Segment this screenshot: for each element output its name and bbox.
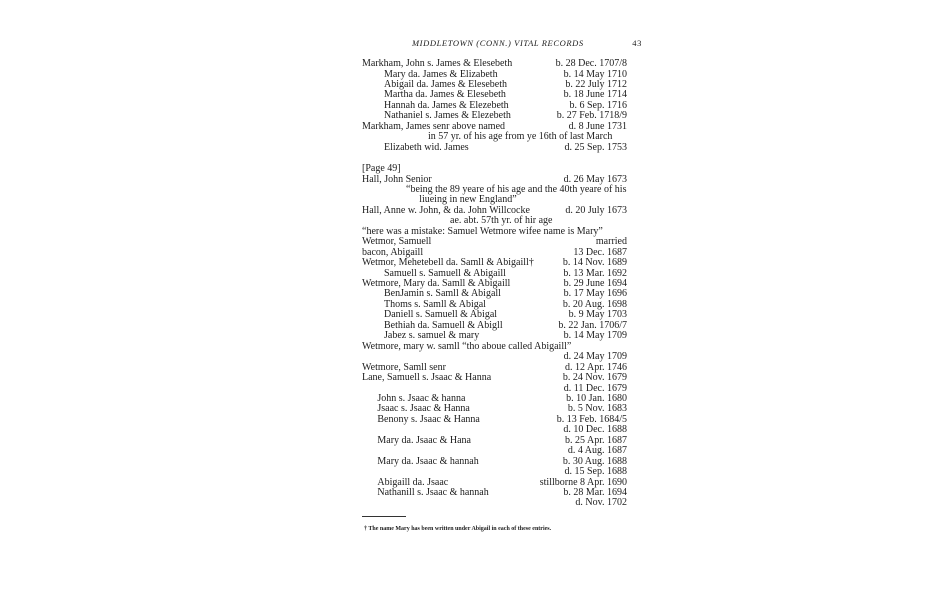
record-text: liueing in new England”	[419, 194, 517, 206]
record-text: in 57 yr. of his age from ye 16th of last March	[428, 131, 613, 143]
running-header	[412, 38, 642, 48]
record-date: b. 9 May 1703	[568, 309, 627, 321]
record-date: b. 10 Jan. 1680	[566, 392, 627, 404]
record-line	[384, 100, 509, 111]
record-text: Wetmor, Samuell	[362, 236, 432, 248]
record-date: d. Nov. 1702	[575, 497, 627, 509]
record-text: Jsaac s. Jsaac & Hanna	[377, 403, 470, 415]
record-date: b. 17 May 1696	[563, 288, 627, 300]
record-text: Hall, Anne w. John, & da. John Willcocke	[362, 204, 530, 216]
record-text: Wetmore, Samll senr	[362, 361, 446, 373]
record-text: Benony s. Jsaac & Hanna	[377, 413, 480, 425]
record-date: b. 18 June 1714	[563, 89, 627, 101]
record-line	[362, 226, 603, 237]
record-text: Hannah da. James & Elezebeth	[384, 99, 509, 111]
record-date: b. 6 Sep. 1716	[569, 99, 627, 111]
record-line	[384, 330, 479, 341]
record-line	[362, 163, 401, 174]
record-text: Thoms s. Samll & Abigal	[384, 298, 486, 310]
record-line	[362, 247, 423, 258]
record-line	[362, 121, 505, 132]
record-text: Wetmore, Mary da. Samll & Abigaill	[362, 278, 511, 289]
record-date: b. 28 Dec. 1707/8	[555, 58, 627, 69]
record-date: d. 15 Sep. 1688	[564, 466, 627, 478]
record-date: b. 14 May 1710	[563, 68, 627, 80]
record-text: Wetmore, mary w. samll “tho aboue called Abigaill”	[362, 340, 572, 352]
record-line	[377, 487, 488, 498]
record-line	[450, 215, 552, 226]
record-line	[362, 372, 491, 383]
record-date: d. 4 Aug. 1687	[567, 445, 627, 457]
record-line	[384, 288, 501, 299]
record-line	[384, 79, 507, 90]
record-date: married	[595, 236, 627, 248]
record-date: d. 26 May 1673	[563, 173, 627, 185]
record-line	[384, 110, 511, 121]
record-line	[362, 174, 432, 185]
record-line	[377, 414, 479, 425]
record-line	[419, 194, 516, 205]
record-text: Lane, Samuell s. Jsaac & Hanna	[362, 372, 492, 383]
record-text: Daniell s. Samuell & Abigal	[384, 309, 498, 321]
record-line	[377, 403, 469, 414]
record-text: Samuell s. Samuell & Abigaill	[384, 267, 506, 279]
record-date: d. 24 May 1709	[563, 351, 627, 363]
record-text: Markham, James senr above named	[362, 120, 506, 132]
record-text: Abigaill da. Jsaac	[377, 476, 449, 488]
record-line	[384, 142, 469, 153]
record-date: d. 10 Dec. 1688	[563, 424, 627, 436]
record-text: “here was a mistake: Samuel Wetmore wifee name is Mary”	[362, 225, 603, 237]
record-date: d. 25 Sep. 1753	[564, 141, 627, 153]
record-line	[362, 205, 530, 216]
record-date: b. 24 Nov. 1679	[562, 372, 627, 383]
record-line	[377, 435, 471, 446]
record-text: Elizabeth wid. James	[384, 141, 469, 153]
record-date: b. 14 Nov. 1689	[562, 257, 627, 269]
record-text: Nathaniel s. James & Elezebeth	[384, 110, 511, 122]
record-date: b. 30 Aug. 1688	[562, 455, 627, 467]
record-text: BenJamin s. Samll & Abigall	[384, 288, 501, 300]
record-text: Hall, John Senior	[362, 173, 432, 185]
record-text: Bethiah da. Samuell & Abigll	[384, 319, 503, 331]
record-date: b. 13 Mar. 1692	[563, 267, 627, 279]
record-line	[384, 299, 486, 310]
record-date: b. 22 Jan. 1706/7	[558, 319, 627, 331]
record-date: b. 13 Feb. 1684/5	[556, 413, 627, 425]
record-date: b. 27 Feb. 1718/9	[556, 110, 627, 122]
record-line	[362, 362, 446, 373]
record-line	[428, 131, 612, 142]
record-date: b. 25 Apr. 1687	[565, 434, 627, 446]
record-text: Mary da. James & Elizabeth	[384, 68, 498, 80]
record-date: d. 20 July 1673	[565, 204, 627, 216]
record-date: b. 5 Nov. 1683	[567, 403, 627, 415]
record-text: Mary da. Jsaac & Hana	[377, 434, 471, 446]
record-text: bacon, Abigaill	[362, 246, 424, 258]
header-title: MIDDLETOWN (CONN.) VITAL RECORDS	[412, 38, 584, 48]
record-line	[384, 69, 498, 80]
record-text: [Page 49]	[362, 163, 401, 174]
record-date: d. 11 Dec. 1679	[563, 382, 627, 394]
record-line	[377, 393, 465, 404]
record-line	[384, 89, 506, 100]
record-line	[362, 341, 571, 352]
record-line	[384, 309, 497, 320]
record-line	[384, 320, 503, 331]
record-text: “being the 89 yeare of his age and the 40th yeare of his	[406, 183, 627, 195]
record-date: b. 14 May 1709	[563, 330, 627, 342]
record-line	[384, 268, 506, 279]
record-line	[377, 456, 478, 467]
record-date: b. 28 Mar. 1694	[563, 487, 627, 498]
record-date: b. 20 Aug. 1698	[562, 298, 627, 310]
record-text: Nathanill s. Jsaac & hannah	[377, 487, 489, 498]
record-line	[362, 236, 431, 247]
page-number: 43	[632, 38, 642, 48]
record-text: Markham, John s. James & Elesebeth	[362, 58, 513, 69]
record-line	[362, 58, 512, 69]
record-date: d. 12 Apr. 1746	[565, 361, 627, 373]
record-line	[406, 184, 626, 195]
record-line	[362, 278, 510, 289]
record-date: 13 Dec. 1687	[573, 246, 627, 258]
record-text: Abigail da. James & Elesebeth	[384, 78, 508, 90]
record-date: stillborne 8 Apr. 1690	[539, 476, 627, 488]
record-text: Jabez s. samuel & mary	[384, 330, 480, 342]
record-line	[362, 257, 534, 268]
record-text: Mary da. Jsaac & hannah	[377, 455, 479, 467]
record-date: b. 29 June 1694	[563, 278, 627, 289]
footnote: † The name Mary has been written under Abigail in each of these entries.	[364, 526, 552, 532]
record-text: Martha da. James & Elesebeth	[384, 89, 506, 101]
record-date: d. 8 June 1731	[568, 120, 627, 132]
record-date: b. 22 July 1712	[565, 78, 627, 90]
record-text: John s. Jsaac & hanna	[377, 392, 466, 404]
record-line	[377, 477, 448, 488]
record-text: ae. abt. 57th yr. of hir age	[450, 215, 553, 227]
footnote-rule	[362, 516, 406, 517]
record-text: Wetmor, Mehetebell da. Samll & Abigaill†	[362, 257, 534, 269]
